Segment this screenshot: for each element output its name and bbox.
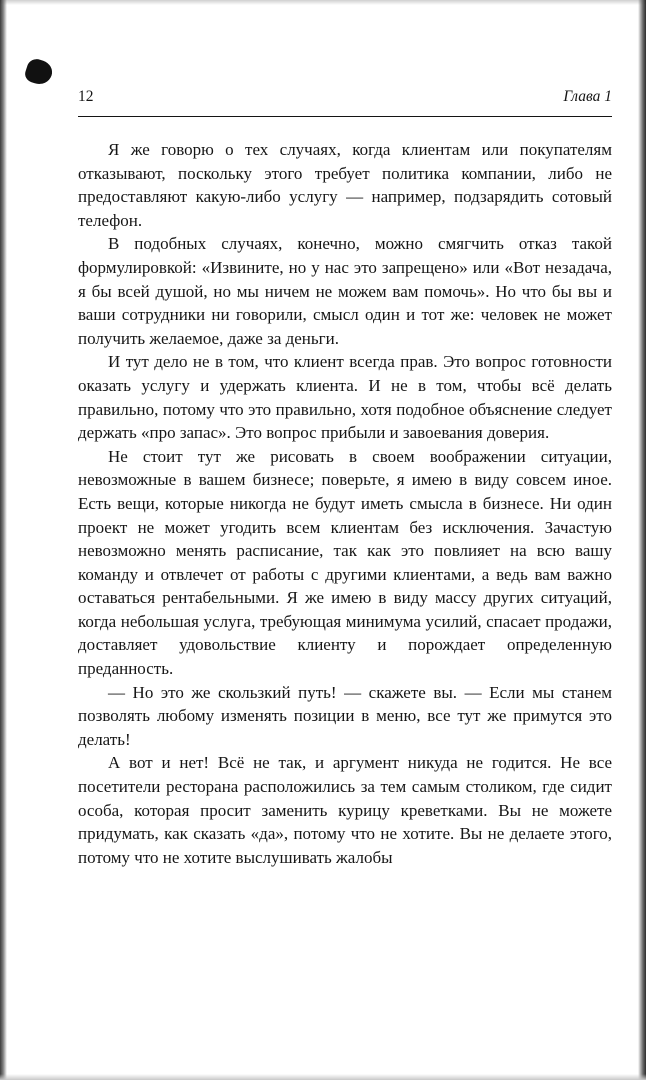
scan-corner-artifact (23, 57, 55, 88)
paragraph: В подобных случаях, конечно, можно смягчить отказ такой формулировкой: «Извините, но у нас это запрещено» или «Вот незадача, я бы всей душой, но мы ничем не можем вам помочь». Но что бы вы и ваши сотрудники ни говорили, смысл один и тот же: человек не может получить желаемое, даже за деньги. (78, 234, 612, 348)
scan-edge-left (0, 0, 7, 1080)
header-rule (78, 116, 612, 117)
scan-edge-right (638, 0, 646, 1080)
paragraph: — Но это же скользкий путь! — скажете вы. — Если мы станем позволять любому изменять позиции в меню, все тут же примутся это делать! (78, 682, 612, 749)
body-text (78, 138, 612, 869)
page-number: 12 (78, 88, 94, 105)
paragraph: Не стоит тут же рисовать в своем воображении ситуации, невозможные в вашем бизнесе; поверьте, я имею в виду совсем иное. Есть вещи, которые никогда не будут иметь смысла в бизнесе. Ни один проект не может угодить всем клиентам без исключения. Зачастую невозможно менять расписание, так как это повлияет на всю вашу команду и отвлечет от работы с другими клиентами, а ведь вам важно оставаться рентабельными. Я же имею в виду массу других ситуаций, когда небольшая услуга, требующая минимума усилий, спасает продажи, доставляет удовольствие клиенту и порождает определенную преданность. (78, 446, 612, 679)
paragraph: И тут дело не в том, что клиент всегда прав. Это вопрос готовности оказать услугу и удержать клиента. И не в том, чтобы всё делать правильно, потому что это правильно, хотя подобное объяснение следует держать «про запас». Это вопрос прибыли и завоевания доверия. (78, 352, 612, 443)
chapter-title: Глава 1 (563, 88, 612, 105)
paragraph: Я же говорю о тех случаях, когда клиентам или покупателям отказывают, поскольку этого требует политика компании, либо не предоставляют какую-либо услугу — например, подзарядить сотовый телефон. (78, 140, 612, 230)
paragraph: А вот и нет! Всё не так, и аргумент никуда не годится. Не все посетители ресторана расположились за тем самым столиком, где сидит особа, которая просит заменить курицу креветками. Вы не можете придумать, как сказать «да», потому что не хотите. Вы не делаете этого, потому что не хотите выслушивать жалобы (78, 753, 612, 867)
page-header (78, 88, 612, 106)
scan-edge-top (0, 0, 646, 5)
scan-edge-bottom (0, 1074, 646, 1080)
